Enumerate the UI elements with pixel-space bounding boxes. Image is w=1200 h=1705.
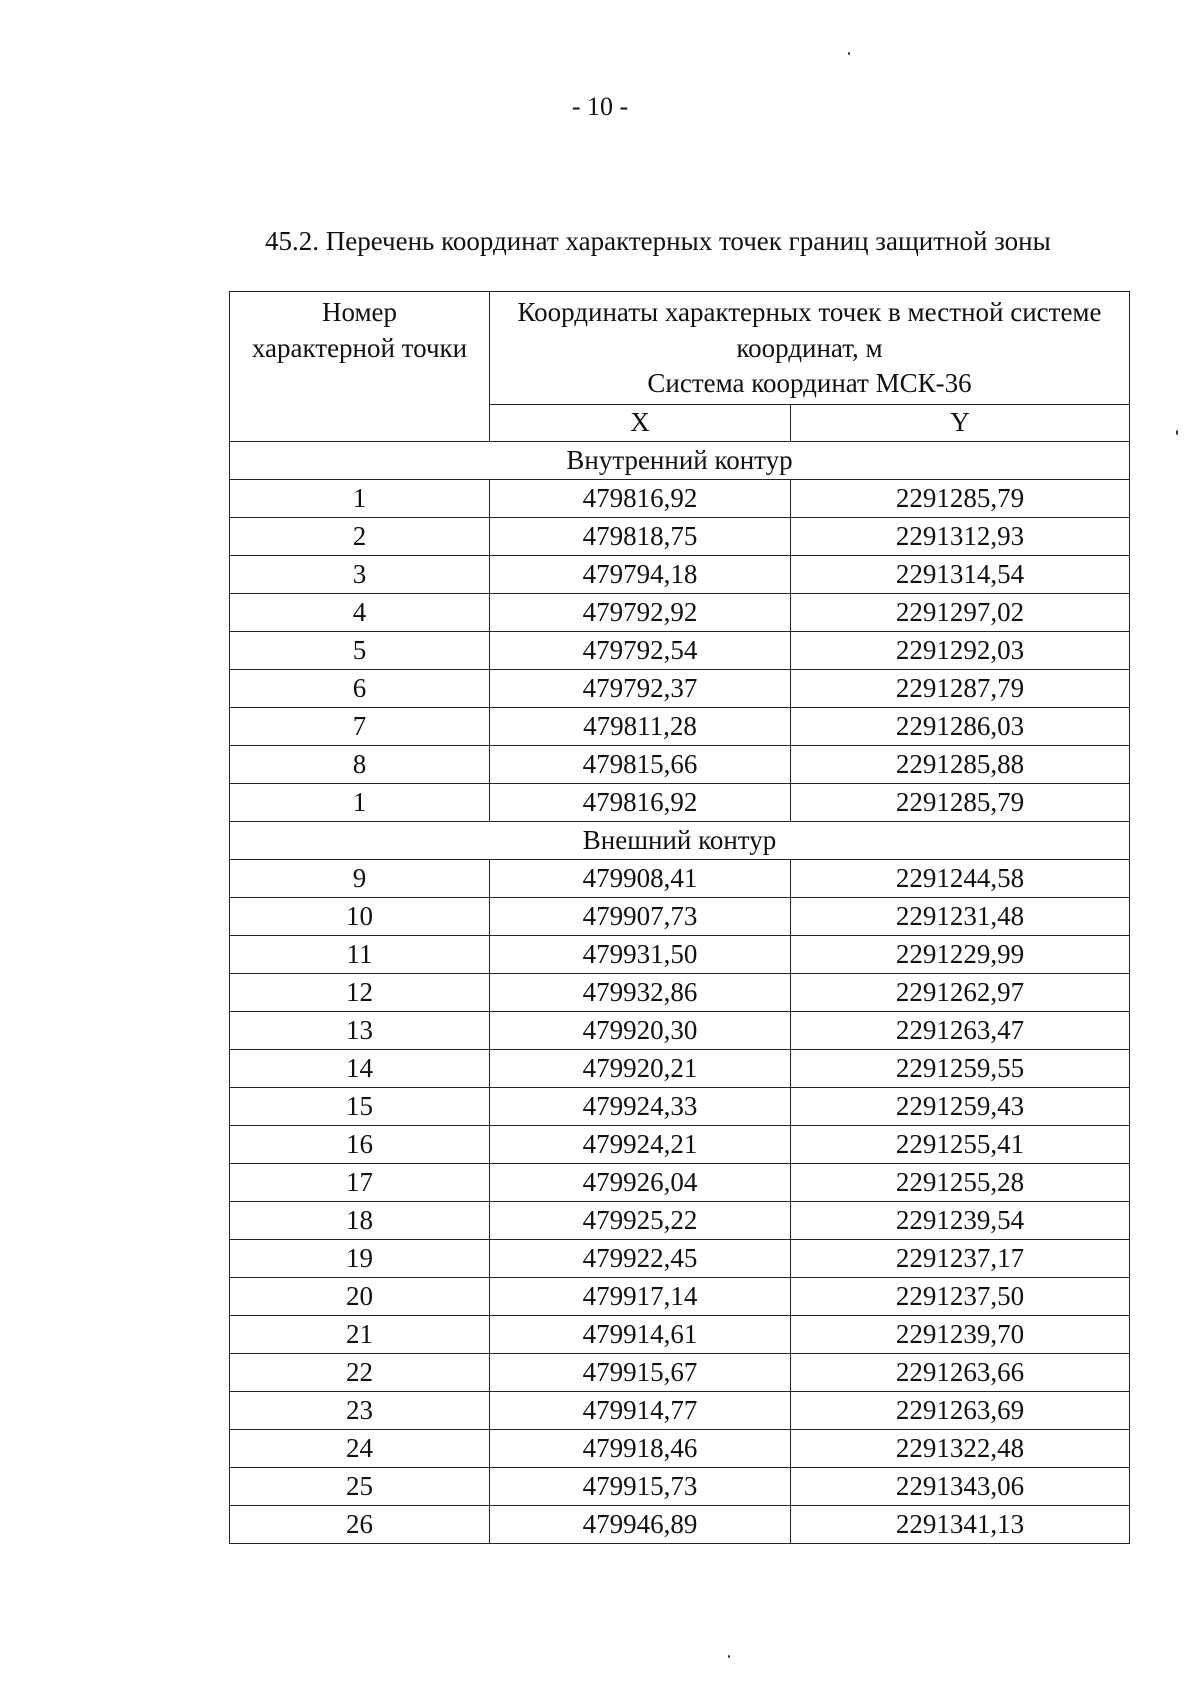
y-coordinate-cell: 2291312,93 <box>791 518 1130 556</box>
y-coordinate-cell: 2291343,06 <box>791 1468 1130 1506</box>
point-number-cell: 19 <box>230 1240 490 1278</box>
y-coordinate-cell: 2291255,41 <box>791 1126 1130 1164</box>
point-number-cell: 9 <box>230 860 490 898</box>
point-number-cell: 14 <box>230 1050 490 1088</box>
table-row <box>230 784 1130 822</box>
y-coordinate-cell: 2291229,99 <box>791 936 1130 974</box>
y-coordinate-cell: 2291285,79 <box>791 480 1130 518</box>
x-coordinate-cell: 479922,45 <box>490 1240 791 1278</box>
point-number-cell: 10 <box>230 898 490 936</box>
section-row <box>230 822 1130 860</box>
table-row <box>230 1316 1130 1354</box>
x-coordinate-cell: 479924,21 <box>490 1126 791 1164</box>
point-number-cell: 23 <box>230 1392 490 1430</box>
table-row <box>230 480 1130 518</box>
header-coordinates <box>490 292 1130 405</box>
table-row <box>230 936 1130 974</box>
point-number-cell: 13 <box>230 1012 490 1050</box>
table-row <box>230 1392 1130 1430</box>
table-row <box>230 1506 1130 1544</box>
table-row <box>230 1050 1130 1088</box>
table-row <box>230 1430 1130 1468</box>
point-number-cell: 17 <box>230 1164 490 1202</box>
y-coordinate-cell: 2291263,66 <box>791 1354 1130 1392</box>
section-title: Внутренний контур <box>230 442 1130 480</box>
header-coords-line1: Координаты характерных точек в местной системе <box>517 297 1102 327</box>
header-coords-line3: Система координат МСК-36 <box>647 368 972 399</box>
point-number-cell: 12 <box>230 974 490 1012</box>
header-point-number <box>230 292 490 442</box>
point-number-cell: 1 <box>230 480 490 518</box>
x-coordinate-cell: 479925,22 <box>490 1202 791 1240</box>
point-number-cell: 18 <box>230 1202 490 1240</box>
point-number-cell: 8 <box>230 746 490 784</box>
table-row <box>230 974 1130 1012</box>
x-coordinate-cell: 479818,75 <box>490 518 791 556</box>
x-coordinate-cell: 479920,30 <box>490 1012 791 1050</box>
table-row <box>230 594 1130 632</box>
table-row <box>230 1164 1130 1202</box>
x-coordinate-cell: 479915,67 <box>490 1354 791 1392</box>
scan-speck <box>848 52 850 55</box>
x-coordinate-cell: 479792,54 <box>490 632 791 670</box>
x-coordinate-cell: 479816,92 <box>490 784 791 822</box>
table-row <box>230 1088 1130 1126</box>
table-row <box>230 1126 1130 1164</box>
point-number-cell: 24 <box>230 1430 490 1468</box>
table-row <box>230 1240 1130 1278</box>
x-coordinate-cell: 479946,89 <box>490 1506 791 1544</box>
point-number-cell: 4 <box>230 594 490 632</box>
x-coordinate-cell: 479926,04 <box>490 1164 791 1202</box>
point-number-cell: 15 <box>230 1088 490 1126</box>
y-coordinate-cell: 2291285,88 <box>791 746 1130 784</box>
y-coordinate-cell: 2291292,03 <box>791 632 1130 670</box>
point-number-cell: 6 <box>230 670 490 708</box>
x-coordinate-cell: 479924,33 <box>490 1088 791 1126</box>
y-coordinate-cell: 2291239,70 <box>791 1316 1130 1354</box>
table-row <box>230 670 1130 708</box>
x-coordinate-cell: 479816,92 <box>490 480 791 518</box>
x-coordinate-cell: 479932,86 <box>490 974 791 1012</box>
x-coordinate-cell: 479792,92 <box>490 594 791 632</box>
section-row <box>230 442 1130 480</box>
x-coordinate-cell: 479918,46 <box>490 1430 791 1468</box>
x-coordinate-cell: 479908,41 <box>490 860 791 898</box>
table-row <box>230 1354 1130 1392</box>
x-coordinate-cell: 479915,73 <box>490 1468 791 1506</box>
table-row <box>230 860 1130 898</box>
y-coordinate-cell: 2291286,03 <box>791 708 1130 746</box>
header-y: Y <box>791 405 1130 442</box>
x-coordinate-cell: 479792,37 <box>490 670 791 708</box>
table-row <box>230 1278 1130 1316</box>
x-coordinate-cell: 479914,77 <box>490 1392 791 1430</box>
point-number-cell: 3 <box>230 556 490 594</box>
x-coordinate-cell: 479920,21 <box>490 1050 791 1088</box>
document-title: 45.2. Перечень координат характерных точек границ защитной зоны <box>265 226 1051 256</box>
y-coordinate-cell: 2291239,54 <box>791 1202 1130 1240</box>
y-coordinate-cell: 2291341,13 <box>791 1506 1130 1544</box>
y-coordinate-cell: 2291287,79 <box>791 670 1130 708</box>
header-number-line1: Номер <box>321 297 398 327</box>
table-row <box>230 556 1130 594</box>
x-coordinate-cell: 479917,14 <box>490 1278 791 1316</box>
y-coordinate-cell: 2291237,17 <box>791 1240 1130 1278</box>
x-coordinate-cell: 479907,73 <box>490 898 791 936</box>
table-row <box>230 1468 1130 1506</box>
point-number-cell: 21 <box>230 1316 490 1354</box>
y-coordinate-cell: 2291231,48 <box>791 898 1130 936</box>
point-number-cell: 22 <box>230 1354 490 1392</box>
page-number: - 10 - <box>571 92 629 121</box>
point-number-cell: 7 <box>230 708 490 746</box>
y-coordinate-cell: 2291314,54 <box>791 556 1130 594</box>
point-number-cell: 20 <box>230 1278 490 1316</box>
y-coordinate-cell: 2291263,47 <box>791 1012 1130 1050</box>
y-coordinate-cell: 2291259,43 <box>791 1088 1130 1126</box>
table-row <box>230 632 1130 670</box>
x-coordinate-cell: 479815,66 <box>490 746 791 784</box>
y-coordinate-cell: 2291237,50 <box>791 1278 1130 1316</box>
point-number-cell: 25 <box>230 1468 490 1506</box>
y-coordinate-cell: 2291285,79 <box>791 784 1130 822</box>
point-number-cell: 5 <box>230 632 490 670</box>
table-row <box>230 898 1130 936</box>
header-x: X <box>490 405 791 442</box>
table-header-row <box>230 292 1130 405</box>
x-coordinate-cell: 479931,50 <box>490 936 791 974</box>
y-coordinate-cell: 2291262,97 <box>791 974 1130 1012</box>
x-coordinate-cell: 479794,18 <box>490 556 791 594</box>
header-number-line2: характерной точки <box>251 332 468 363</box>
x-coordinate-cell: 479914,61 <box>490 1316 791 1354</box>
point-number-cell: 26 <box>230 1506 490 1544</box>
coordinates-table <box>229 291 1130 1544</box>
scan-speck <box>1176 430 1178 435</box>
table-row <box>230 518 1130 556</box>
table-row <box>230 708 1130 746</box>
y-coordinate-cell: 2291259,55 <box>791 1050 1130 1088</box>
point-number-cell: 16 <box>230 1126 490 1164</box>
point-number-cell: 1 <box>230 784 490 822</box>
y-coordinate-cell: 2291263,69 <box>791 1392 1130 1430</box>
y-coordinate-cell: 2291255,28 <box>791 1164 1130 1202</box>
x-coordinate-cell: 479811,28 <box>490 708 791 746</box>
section-title: Внешний контур <box>230 822 1130 860</box>
scan-speck <box>728 1655 730 1658</box>
y-coordinate-cell: 2291244,58 <box>791 860 1130 898</box>
table-row <box>230 1202 1130 1240</box>
y-coordinate-cell: 2291297,02 <box>791 594 1130 632</box>
table-row <box>230 1012 1130 1050</box>
header-coords-line2: координат, м <box>736 332 883 363</box>
y-coordinate-cell: 2291322,48 <box>791 1430 1130 1468</box>
table-row <box>230 746 1130 784</box>
point-number-cell: 2 <box>230 518 490 556</box>
point-number-cell: 11 <box>230 936 490 974</box>
